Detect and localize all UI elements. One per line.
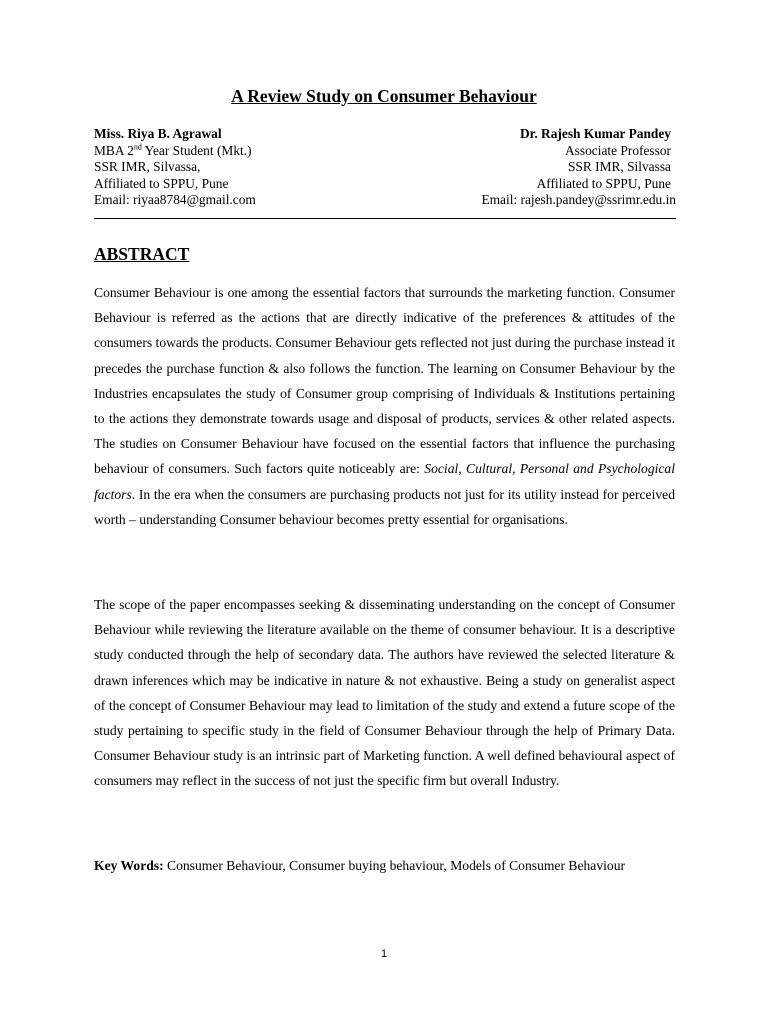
author-left	[94, 126, 256, 209]
author-affiliation: Affiliated to SPPU, Pune	[536, 175, 671, 191]
author-role-pre: MBA 2	[94, 142, 134, 158]
keywords-label: Key Words:	[94, 858, 164, 873]
abstract-text: Consumer Behaviour is one among the essential factors that surrounds the marketing function. Consumer Behaviour is referred as the actions that are directly indicative of the preferences & attitudes of the consumers towards the products. Consumer Behaviour gets reflected not just during the purchase instead it precedes the purchase function & also follows the function. The learning on Consumer Behaviour by the Industries encapsulates the study of Consumer group comprising of Individuals & Institutions pertaining to the actions they demonstrate towards usage and disposal of products, services & other related aspects. The studies on Consumer Behaviour have focused on the essential factors that influence the purchasing behaviour of consumers. Such factors quite noticeably are:	[94, 285, 675, 477]
author-right	[481, 126, 676, 209]
abstract-paragraph: The scope of the paper encompasses seeking & disseminating understanding on the concept of Consumer Behaviour while reviewing the literature available on the theme of consumer behaviour. It is a descriptive study conducted through the help of secondary data. The authors have reviewed the selected literature & drawn inferences which may be indicative in nature & not exhaustive. Being a study on generalist aspect of the concept of Consumer Behaviour may lead to limitation of the study and extend a future scope of the study pertaining to specific study in the field of Consumer Behaviour through the help of Primary Data. Consumer Behaviour study is an intrinsic part of Marketing function. A well defined behavioural aspect of consumers may reflect in the success of not just the specific firm but overall Industry.	[94, 597, 675, 789]
author-role-sup: nd	[133, 142, 142, 152]
author-institute: SSR IMR, Silvassa	[567, 159, 671, 175]
author-role-post: Year Student (Mkt.)	[141, 142, 252, 158]
abstract-heading: ABSTRACT	[94, 244, 190, 264]
abstract-paragraph	[94, 280, 675, 532]
author-name: Dr. Rajesh Kumar Pandey	[519, 126, 671, 141]
page-number: 1	[380, 948, 388, 960]
abstract-text: . In the era when the consumers are purchasing products not just for its utility instead for perceived worth – understanding Consumer behaviour becomes pretty essential for organisations.	[94, 486, 675, 527]
author-role: Associate Professor	[565, 142, 671, 158]
author-institute: SSR IMR, Silvassa,	[94, 159, 201, 175]
keywords-text: Consumer Behaviour, Consumer buying behaviour, Models of Consumer Behaviour	[163, 858, 626, 873]
paper-title: A Review Study on Consumer Behaviour	[231, 86, 537, 106]
author-affiliation: Affiliated to SPPU, Pune	[94, 175, 229, 191]
horizontal-rule	[94, 218, 676, 219]
abstract-italic-text: Social, Cultural, Personal and Psychological factors	[94, 461, 675, 502]
author-email: Email: riyaa8784@gmail.com	[94, 192, 256, 208]
author-email: Email: rajesh.pandey@ssrimr.edu.in	[481, 192, 676, 208]
keywords-paragraph	[94, 853, 675, 878]
author-name: Miss. Riya B. Agrawal	[94, 126, 222, 141]
author-role	[94, 143, 256, 160]
